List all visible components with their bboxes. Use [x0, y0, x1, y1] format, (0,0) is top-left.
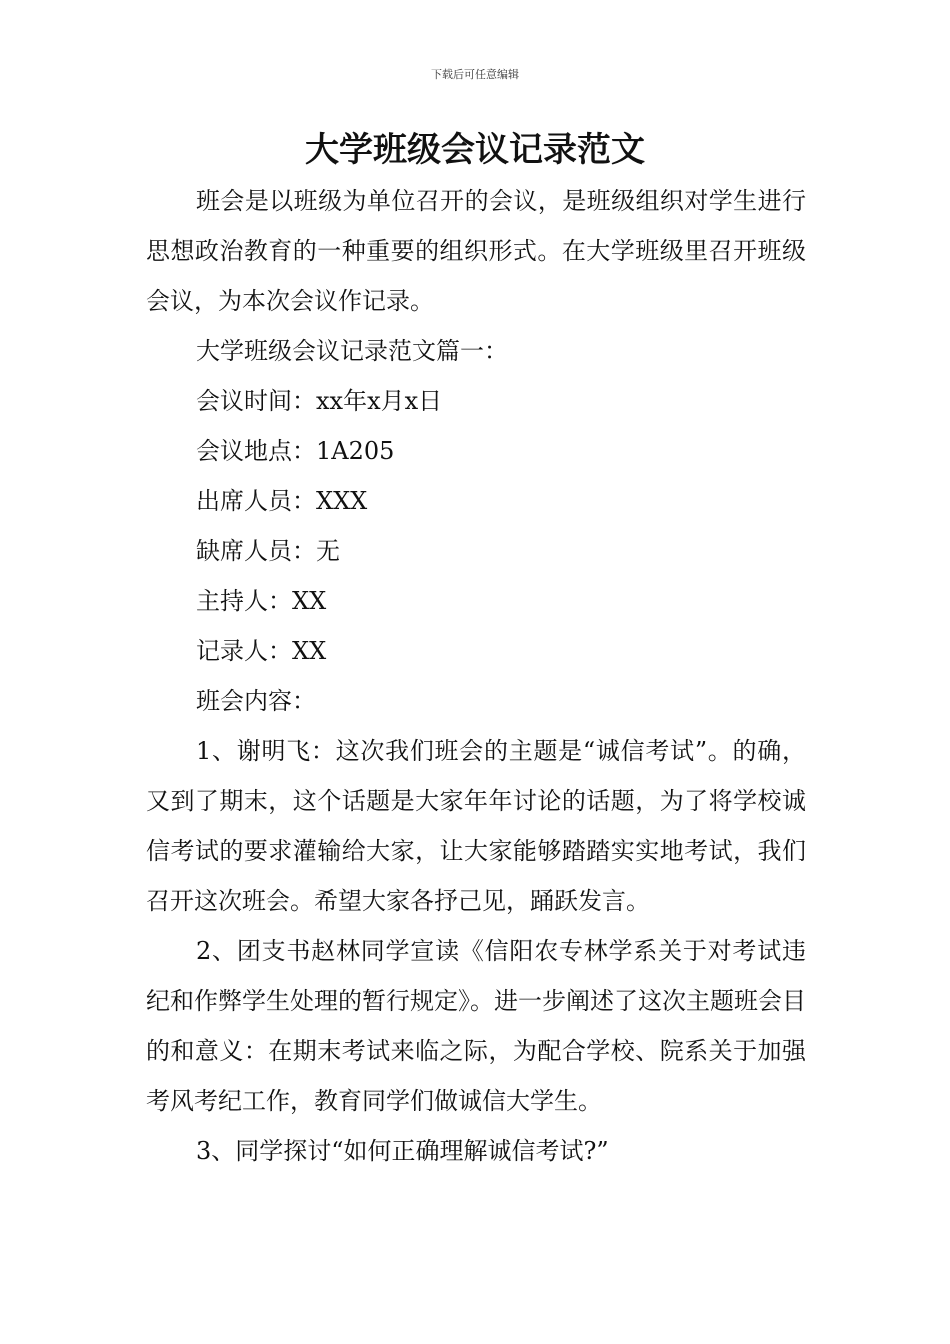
meeting-time: 会议时间：xx年x月x日	[196, 387, 443, 415]
document-title: 大学班级会议记录范文	[305, 130, 645, 170]
absentees: 缺席人员：无	[196, 537, 340, 565]
header-note: 下载后可任意编辑	[431, 68, 519, 81]
agenda-item-1: 1、谢明飞：这次我们班会的主题是“诚信考试”。的确，又到了期末，这个话题是大家年年讨论的话题，为了将学校诚信考试的要求灌输给大家，让大家能够踏踏实实地考试，我们召开这次班会。希望大家各抒己见，踊跃发言。	[146, 737, 806, 915]
attendees: 出席人员：XXX	[196, 487, 368, 515]
host: 主持人：XX	[196, 587, 327, 615]
section-title: 大学班级会议记录范文篇一：	[196, 337, 508, 365]
document-body	[146, 176, 806, 1176]
content-label: 班会内容：	[196, 687, 316, 715]
agenda-item-2: 2、团支书赵林同学宣读《信阳农专林学系关于对考试违纪和作弊学生处理的暂行规定》。进一步阐述了这次主题班会目的和意义：在期末考试来临之际，为配合学校、院系关于加强考风考纪工作，教育同学们做诚信大学生。	[146, 937, 806, 1115]
intro-paragraph: 班会是以班级为单位召开的会议，是班级组织对学生进行思想政治教育的一种重要的组织形式。在大学班级里召开班级会议，为本次会议作记录。	[146, 187, 806, 315]
recorder: 记录人：XX	[196, 637, 327, 665]
agenda-item-3: 3、同学探讨“如何正确理解诚信考试?”	[196, 1137, 609, 1165]
meeting-place: 会议地点：1A205	[196, 437, 395, 465]
